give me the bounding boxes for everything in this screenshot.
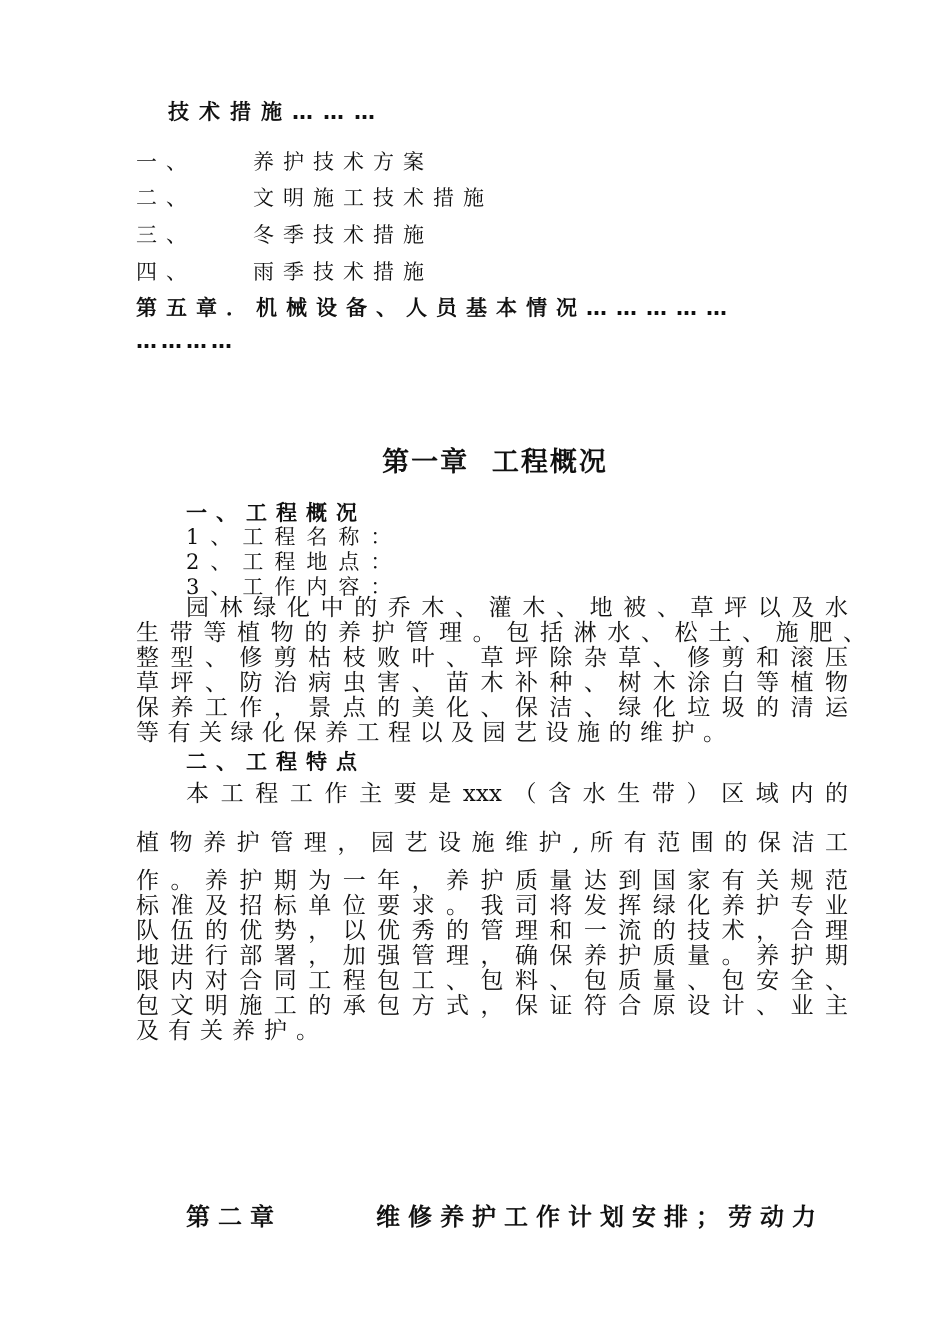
- section1-title: 一、工程概况: [186, 501, 366, 525]
- paragraph-line: 及有关养护。: [136, 1018, 328, 1044]
- toc-chapter5: 第五章．机械设备、人员基本情况……………: [136, 296, 736, 320]
- paragraph-line: 限内对合同工程包工、包料、包质量、包安全、: [136, 968, 848, 994]
- field-project-name: 1、工程名称：: [186, 525, 403, 549]
- field-work-content: 3、工作内容：: [186, 575, 403, 599]
- paragraph-line: 作。养护期为一年，养护质量达到国家有关规范: [136, 868, 848, 894]
- paragraph-line: 植物养护管理，园艺设施维护,所有范围的保洁工: [136, 830, 848, 856]
- paragraph-line: 保养工作，景点的美化、保洁、绿化垃圾的清运: [136, 695, 848, 721]
- toc-item-text: 文明施工技术措施: [253, 186, 493, 210]
- paragraph-line: 本工程工作主要是xxx（含水生带）区域内的: [186, 781, 848, 807]
- chapter2-label: 第二章: [186, 1203, 282, 1231]
- paragraph-line: 生带等植物的养护管理。包括淋水、松土、施肥、: [136, 620, 866, 646]
- toc-item-text: 冬季技术措施: [253, 223, 433, 247]
- chapter2-title: 维修养护工作计划安排；劳动力: [376, 1203, 824, 1231]
- paragraph-line: 标准及招标单位要求。我司将发挥绿化养护专业: [136, 893, 848, 919]
- toc-item-text: 养护技术方案: [253, 150, 433, 174]
- feature-paragraph: [136, 869, 848, 1044]
- paragraph-line: 包文明施工的承包方式，保证符合原设计、业主: [136, 993, 848, 1019]
- toc-item-num: 四、: [136, 260, 196, 284]
- toc-item-num: 一、: [136, 150, 196, 174]
- work-content-paragraph: [136, 595, 866, 746]
- toc-item-num: 二、: [136, 186, 196, 210]
- feature-line-first: [186, 782, 848, 807]
- paragraph-line: 地进行部署，加强管理，确保养护质量。养护期: [136, 943, 848, 969]
- paragraph-line: 队伍的优势，以优秀的管理和一流的技术，合理: [136, 918, 848, 944]
- toc-item-num: 三、: [136, 223, 196, 247]
- field-project-location: 2、工程地点：: [186, 550, 403, 574]
- paragraph-line: 草坪、防治病虫害、苗木补种、树木涂白等植物: [136, 670, 848, 696]
- paragraph-line: 整型、修剪枯枝败叶、草坪除杂草、修剪和滚压: [136, 645, 848, 671]
- paragraph-line: 等有关绿化保养工程以及园艺设施的维护。: [136, 720, 735, 746]
- feature-line-second: [136, 831, 848, 856]
- paragraph-line: 园林绿化中的乔木、灌木、地被、草坪以及水: [186, 595, 848, 621]
- chapter1-title: 第一章 工程概况: [382, 447, 608, 478]
- toc-heading: 技术措施………: [168, 100, 385, 124]
- toc-item-text: 雨季技术措施: [253, 260, 433, 284]
- toc-chapter5-continued: …………: [136, 329, 236, 353]
- section2-title: 二、工程特点: [186, 750, 366, 774]
